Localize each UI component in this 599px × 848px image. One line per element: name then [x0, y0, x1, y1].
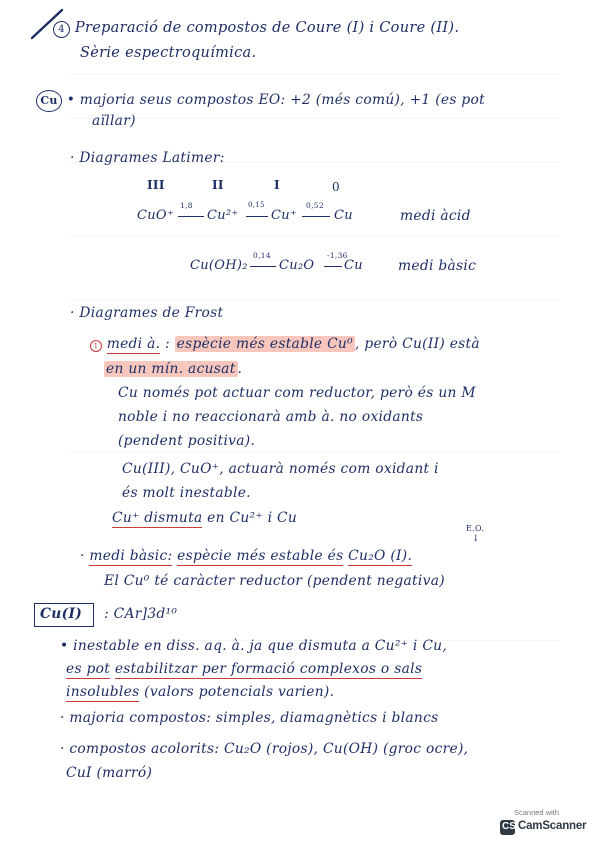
- section-heading: [53, 20, 459, 38]
- oxidation-state-0: 0: [332, 180, 340, 194]
- basic-medium-label: medi bàsic: [398, 258, 477, 274]
- frost-acid-line5: (pendent positiva).: [118, 433, 256, 449]
- frost-acid-line3: Cu només pot actuar com reductor, però és un M: [118, 385, 476, 401]
- element-cu-circled: Cu: [36, 90, 62, 112]
- frost-acid-l2-rest: .: [237, 361, 243, 377]
- acid-potential-3: 0,52: [306, 201, 324, 210]
- cu1-b1-l3-b: (valors potencials varien).: [139, 684, 335, 700]
- oxidation-state-i: I: [274, 178, 280, 192]
- camscanner-logo-icon: [500, 820, 515, 835]
- basic-potential-1: 0,14: [253, 251, 271, 260]
- bleed-line: [70, 300, 560, 301]
- acid-potential-1: 1,8: [180, 201, 193, 210]
- latimer-title: · Diagrames Latimer:: [70, 150, 225, 166]
- camscanner-brand: CamScanner: [518, 820, 587, 832]
- cu1-b1-l2-a: es pot: [66, 661, 111, 677]
- basic-potential-2: -1,36: [327, 251, 348, 260]
- acid-species-cu1: Cu⁺: [271, 208, 298, 223]
- cu1-bullet1-line3: [66, 684, 334, 700]
- frost-acid-line1: 1 medi à. : espècie més estable Cu⁰ , però Cu(II) està: [90, 336, 480, 352]
- cu1-b1-l3-a: insolubles: [66, 684, 140, 700]
- cu1-b1-l2-b: estabilitzar per formació complexos o sals: [114, 661, 423, 677]
- eo-annotation: E.O.: [466, 524, 485, 533]
- intro-line1: [36, 90, 485, 112]
- camscanner-watermark: [498, 808, 588, 840]
- frost-acid-highlight1: espècie més estable Cu⁰: [176, 336, 353, 352]
- scanned-with-text: Scanned with: [514, 808, 560, 817]
- cu1-bullet1-line1: • inestable en diss. aq. à. ja que dismuta a Cu²⁺ i Cu,: [60, 638, 448, 654]
- acid-arrow-3: [302, 216, 330, 217]
- acid-arrow-1: [178, 216, 204, 217]
- eo-down-arrow-icon: ↓: [472, 534, 480, 544]
- frost-basic-line2: El Cu⁰ té caràcter reductor (pendent negativa): [104, 573, 445, 589]
- acid-species-cuo: CuO⁺: [137, 208, 175, 223]
- frost-acid-line2: [104, 361, 242, 377]
- cu1-bullet3-line1: · compostos acolorits: Cu₂O (rojos), Cu(OH) (groc ocre),: [60, 741, 469, 757]
- frost-basic-mid: espècie més estable és: [177, 548, 344, 564]
- logo-letters: CS: [502, 821, 516, 832]
- intro-text: • majoria seus compostos EO: +2 (més comú), +1 (es pot: [66, 92, 485, 108]
- basic-arrow-2: [324, 266, 342, 267]
- bleed-line: [70, 452, 560, 453]
- acid-species-cu2: Cu²⁺: [207, 208, 239, 223]
- heading-title-line1: Preparació de compostos de Coure (I) i Coure (II).: [74, 20, 460, 36]
- cu1-boxed-label: Cu(I): [40, 606, 83, 622]
- cu1-config: : CAr]3d¹⁰: [104, 606, 178, 622]
- bleed-line: [70, 118, 560, 119]
- acid-medium-label: medi àcid: [400, 208, 471, 224]
- frost-basic-label: medi bàsic:: [89, 548, 173, 564]
- frost-acid-highlight2: en un mín. acusat: [106, 361, 236, 377]
- oxidation-state-iii: III: [147, 178, 165, 192]
- frost-acid-l1-rest: , però Cu(II) està: [354, 336, 480, 352]
- basic-species-cu2o: Cu₂O: [279, 258, 315, 273]
- bullet-circle-icon: 1: [90, 340, 102, 352]
- heading-title-line2: Sèrie espectroquímica.: [80, 45, 257, 61]
- bleed-line: [70, 74, 560, 75]
- frost-acid-line8: [112, 510, 297, 526]
- frost-acid-line7: és molt inestable.: [122, 485, 251, 501]
- bleed-line: [70, 236, 560, 237]
- acid-potential-2: 0,15: [248, 201, 265, 209]
- dismutation-underlined: Cu⁺ dismuta: [112, 510, 203, 526]
- frost-acid-label: medi à.: [106, 336, 161, 352]
- frost-title: · Diagrames de Frost: [70, 305, 224, 321]
- basic-species-cu0: Cu: [344, 258, 363, 273]
- acid-arrow-2: [246, 216, 268, 217]
- cu1-bullet3-line2: CuI (marró): [66, 765, 153, 781]
- basic-arrow-1: [250, 266, 276, 267]
- cu1-bullet1-line2: [66, 661, 422, 677]
- dismutation-rest: en Cu²⁺ i Cu: [207, 510, 298, 526]
- oxidation-state-ii: II: [212, 178, 224, 192]
- frost-acid-line4: noble i no reaccionarà amb à. no oxidants: [118, 409, 424, 425]
- acid-species-cu0: Cu: [334, 208, 353, 223]
- cu1-bullet2: · majoria compostos: simples, diamagnètics i blancs: [60, 710, 439, 726]
- basic-species-cuoh2: Cu(OH)₂: [190, 258, 248, 273]
- heading-number: 4: [53, 21, 70, 38]
- frost-basic-line1: · medi bàsic: espècie més estable és Cu₂O (I).: [80, 548, 413, 564]
- frost-acid-line6: Cu(III), CuO⁺, actuarà només com oxidant i: [122, 461, 439, 477]
- intro-line2: aïllar): [92, 113, 136, 129]
- frost-basic-species: Cu₂O (I).: [348, 548, 413, 564]
